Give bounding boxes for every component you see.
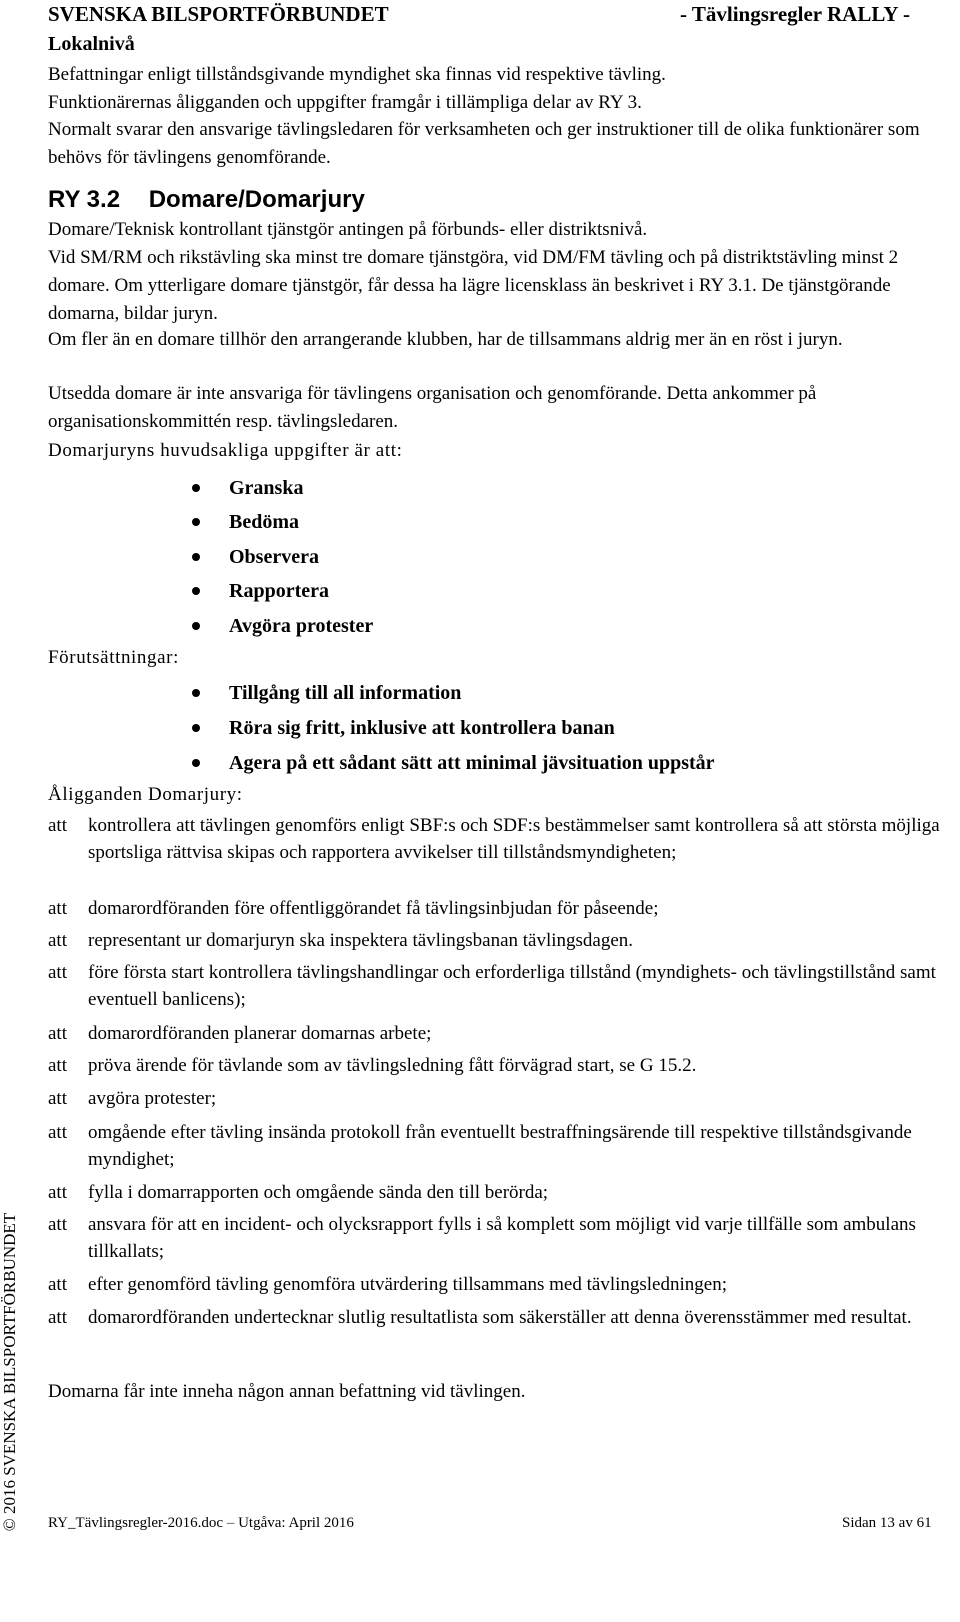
bullet-icon [192,759,200,767]
section-title: Domare/Domarjury [148,186,365,213]
prereq-label: Förutsättningar: [48,647,179,668]
section-paragraph: Domare/Teknisk kontrollant tjänstgör antingen på förbunds- eller distriktsnivå. [48,219,648,240]
bullet-icon [192,553,200,561]
intro-paragraph: Funktionärernas åligganden och uppgifter framgår i tillämpliga delar av RY 3. [48,92,642,113]
tasks-label: Domarjuryns huvudsakliga uppgifter är att: [48,440,403,461]
duties-label: Åligganden Domarjury: [48,784,243,805]
footer-edition: Utgåva: April 2016 [238,1515,354,1531]
bullet-icon [192,518,200,526]
section-heading [48,186,365,214]
bullet-icon [192,689,200,697]
bullet-icon [192,724,200,732]
closing-paragraph: Domarna får inte inneha någon annan befattning vid tävlingen. [48,1381,526,1402]
section-paragraph: Utsedda domare är inte ansvariga för tävlingens organisation och genomförande. Detta ankommer på organisationskommittén resp. tävlingsledaren. [48,383,817,432]
section-paragraph: Om fler än en domare tillhör den arrangerande klubben, har de tillsammans aldrig mer än en röst i juryn. [48,329,843,350]
bullet-icon [192,587,200,595]
bullet-icon [192,484,200,492]
intro-paragraph: Befattningar enligt tillståndsgivande myndighet ska finnas vid respektive tävling. [48,64,666,85]
side-copyright: © 2016 SVENSKA BILSPORTFÖRBUNDET [0,1212,19,1532]
header-doc-title: - Tävlingsregler RALLY - [680,2,911,26]
section-paragraph: Vid SM/RM och rikstävling ska minst tre domare tjänstgöra, vid DM/FM tävling och på distriktstävling minst 2 domare. Om ytterligare domare tjänstgör, får dessa ha lägre licensklass än beskrivet i RY 3.1. De tjänstgörande domarna, bildar juryn. [48,247,899,324]
header-level: Lokalnivå [48,33,135,55]
intro-paragraph: Normalt svarar den ansvarige tävlingsledaren för verksamheten och ger instruktioner till de olika funktionärer som behövs för tävlingens genomförande. [48,119,920,168]
footer-dash: – [226,1515,235,1531]
header-org: SVENSKA BILSPORTFÖRBUNDET [48,2,389,26]
footer-page-number: Sidan 13 av 61 [842,1515,932,1531]
footer-left [48,1515,354,1532]
section-number: RY 3.2 [48,186,121,213]
footer-filename: RY_Tävlingsregler-2016.doc [48,1515,224,1531]
bullet-icon [192,622,200,630]
